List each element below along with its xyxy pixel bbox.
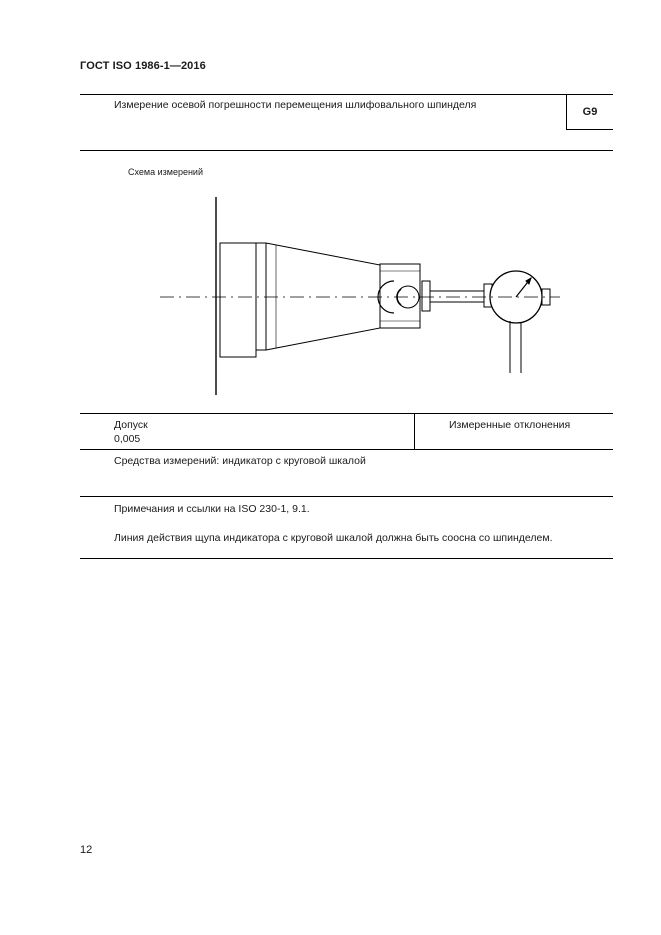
probe-contact-cap bbox=[422, 281, 430, 311]
notes-row bbox=[80, 497, 613, 558]
diagram-label: Схема измерений bbox=[128, 167, 203, 177]
diagram-row bbox=[80, 151, 613, 414]
page-number: 12 bbox=[80, 844, 93, 856]
tools-row bbox=[80, 450, 613, 497]
standard-header: ГОСТ ISO 1986-1—2016 bbox=[80, 60, 206, 72]
measuring-tools: Средства измерений: индикатор с круговой шкалой bbox=[114, 455, 366, 467]
tolerance-value: 0,005 bbox=[114, 433, 141, 445]
test-title: Измерение осевой погрешности перемещения шлифовального шпинделя bbox=[114, 99, 477, 111]
tolerance-divider bbox=[414, 414, 415, 449]
notes-reference: Примечания и ссылки на ISO 230-1, 9.1. bbox=[114, 503, 310, 515]
spindle-flange bbox=[220, 243, 256, 357]
measurement-scheme-drawing bbox=[80, 151, 613, 413]
tolerance-label: Допуск bbox=[114, 419, 148, 431]
test-sheet bbox=[80, 94, 613, 559]
spindle-taper bbox=[256, 243, 380, 350]
test-code: G9 bbox=[582, 106, 598, 118]
title-row bbox=[80, 95, 613, 151]
notes-text: Линия действия щупа индикатора с круговой шкалой должна быть соосна со шпинделем. bbox=[114, 532, 553, 544]
measured-deviations-label: Измеренные отклонения bbox=[449, 419, 571, 431]
tolerance-row bbox=[80, 414, 613, 450]
test-code-box bbox=[566, 95, 613, 130]
